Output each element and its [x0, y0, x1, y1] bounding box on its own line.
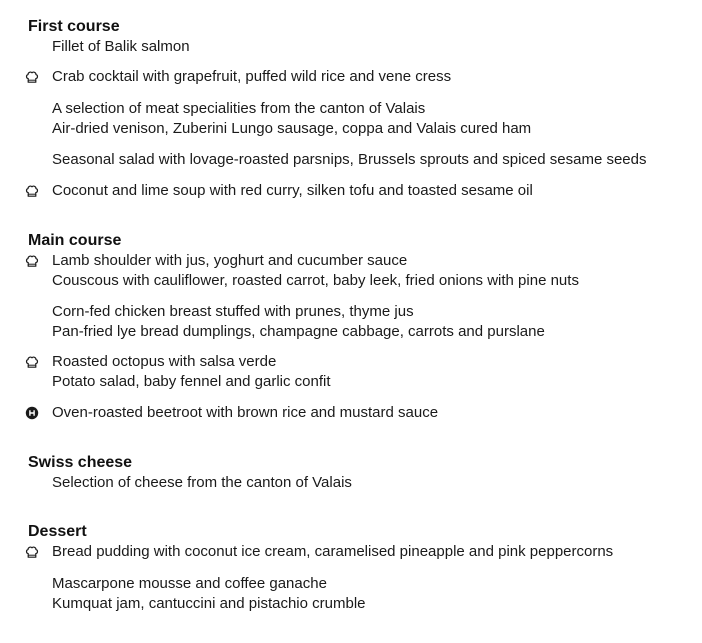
menu-item-line: Fillet of Balik salmon	[52, 38, 190, 55]
menu-item-line: Oven-roasted beetroot with brown rice and mustard sauce	[52, 404, 439, 421]
menu-item-line: Bread pudding with coconut ice cream, caramelised pineapple and pink peppercorns	[52, 543, 614, 560]
menu-item-line: Selection of cheese from the canton of Valais	[52, 474, 352, 491]
chef-hat-icon	[25, 355, 39, 369]
menu-item-line: Crab cocktail with grapefruit, puffed wild rice and vene cress	[52, 68, 452, 85]
menu-item-line: Coconut and lime soup with red curry, silken tofu and toasted sesame oil	[52, 182, 533, 199]
chef-hat-icon	[25, 70, 39, 84]
menu-item-line: Corn-fed chicken breast stuffed with prunes, thyme jus	[52, 303, 414, 320]
menu-item-line: Roasted octopus with salsa verde	[52, 353, 277, 370]
menu-item-line: A selection of meat specialities from the canton of Valais	[52, 100, 426, 117]
menu-item-line: Air-dried venison, Zuberini Lungo sausage, coppa and Valais cured ham	[52, 120, 532, 137]
section-title-dessert: Dessert	[28, 523, 87, 540]
h-badge-icon	[25, 406, 39, 420]
menu-item-line: Kumquat jam, cantuccini and pistachio crumble	[52, 595, 366, 612]
menu-item-line: Seasonal salad with lovage-roasted parsnips, Brussels sprouts and spiced sesame seeds	[52, 151, 647, 168]
menu-item-line: Potato salad, baby fennel and garlic confit	[52, 373, 331, 390]
chef-hat-icon	[25, 545, 39, 559]
chef-hat-icon	[25, 184, 39, 198]
chef-hat-icon	[25, 254, 39, 268]
section-title-swiss-cheese: Swiss cheese	[28, 454, 133, 471]
menu-item-line: Mascarpone mousse and coffee ganache	[52, 575, 327, 592]
menu-item-line: Pan-fried lye bread dumplings, champagne cabbage, carrots and purslane	[52, 323, 545, 340]
section-title-first-course: First course	[28, 18, 120, 35]
menu-item-line: Couscous with cauliflower, roasted carrot, baby leek, fried onions with pine nuts	[52, 272, 579, 289]
section-title-main-course: Main course	[28, 232, 122, 249]
menu-item-line: Lamb shoulder with jus, yoghurt and cucumber sauce	[52, 252, 408, 269]
